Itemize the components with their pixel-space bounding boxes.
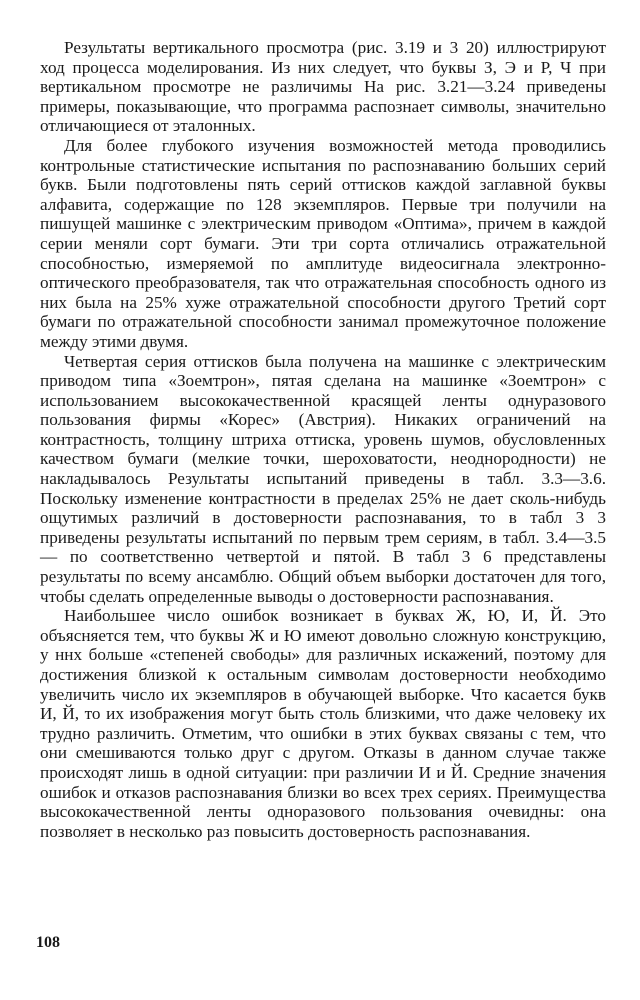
paragraph-2: Для более глубокого изучения возможностей метода проводились контрольные статистические испытания по распознаванию больших серий букв. Были подготовлены пять серий оттисков каждой заглавной буквы алфавита, содержащие по 128 экземпляров. Первые три получили на пишущей машинке с электрическим приводом «Оптима», причем в каждой серии меняли сорт бумаги. Эти три сорта отличались отражательной способностью, измеряемой по амплитуде видеосигнала электронно-оптического преобразователя, так что отражательная способность одного из них была на 25% хуже отражательной способности другого Третий сорт бумаги по отражательной способности занимал промежуточное положение между этими двумя.: [40, 135, 606, 351]
page-number: 108: [36, 934, 60, 951]
page-body: [40, 38, 606, 841]
paragraph-3: Четвертая серия оттисков была получена на машинке с электрическим приводом типа «Зоемтрон», пятая сделана на машинке «Зоемтрон» с использованием высококачественной красящей ленты однуразового пользования фирмы «Корес» (Австрия). Никаких ограничений на контрастность, толщину штриха оттиска, уровень шумов, обусловленных качеством бумаги (мелкие точки, шероховатости, неоднородности) не накладывалось Результаты испытаний приведены в табл. 3.3—3.6. Поскольку изменение контрастности в пределах 25% не дает сколь-нибудь ощутимых различий в достоверности распознавания, то в табл 3 3 приведены результаты испытаний по первым трем сериям, в табл. 3.4—3.5 — по соответственно четвертой и пятой. В табл 3 6 представлены результаты по всему ансамблю. Общий объем выборки достаточен для того, чтобы сделать определенные выводы о достоверности распознавания.: [40, 351, 606, 606]
paragraph-4: Наибольшее число ошибок возникает в буквах Ж, Ю, И, Й. Это объясняется тем, что буквы Ж и Ю имеют довольно сложную конструкцию, у ннх больше «степеней свободы» для различных искажений, поэтому для достижения близкой к остальным символам достоверности необходимо увеличить число их экземпляров в обучающей выборке. Что касается букв И, Й, то их изображения могут быть столь близкими, что даже человеку их трудно различить. Отметим, что ошибки в этих буквах связаны с тем, что они смешиваются только друг с другом. Отказы в данном случае также происходят лишь в одной ситуации: при различии И и Й. Средние значения ошибок и отказов распознавания близки во всех трех сериях. Преимущества высококачественной ленты одноразового пользования очевидны: она позволяет в несколько раз повысить достоверность распознавания.: [40, 606, 606, 841]
paragraph-1: Результаты вертикального просмотра (рис. 3.19 и 3 20) иллюстрируют ход процесса моделирования. Из них следует, что буквы З, Э и Р, Ч при вертикальном просмотре не различимы На рис. 3.21—3.24 приведены примеры, показывающие, что программа распознает символы, значительно отличающиеся от эталонных.: [40, 38, 606, 136]
